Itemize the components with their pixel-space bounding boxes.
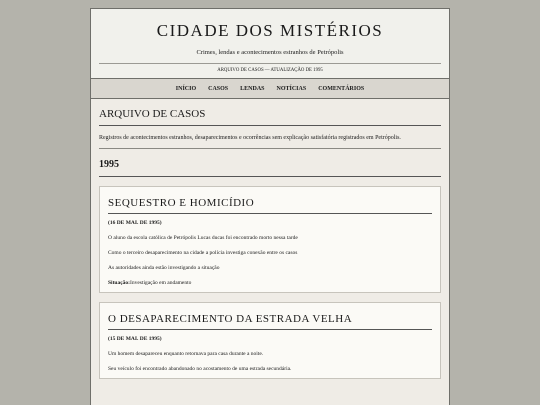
case-paragraph: As autoridades ainda estão investigando a situação	[108, 265, 220, 271]
nav-item-lendas[interactable]: LENDAS	[240, 85, 265, 92]
section-intro: Registros de acontecimentos estranhos, desaparecimentos e ocorrências sem explicação satisfatória registrados em Petrópolis.	[99, 135, 401, 141]
page-container	[90, 8, 450, 405]
year-divider	[99, 176, 441, 177]
case-card	[99, 186, 441, 293]
case-date: (15 DE MAI. DE 1995)	[108, 336, 162, 342]
nav-item-noticias[interactable]: NOTÍCIAS	[276, 85, 307, 92]
case-divider	[108, 213, 432, 214]
case-paragraph: Como o terceiro desaparecimento na cidade a polícia investiga conexão entre os casos	[108, 250, 298, 256]
case-status-value: Investigação em andamento	[130, 280, 192, 286]
case-title: SEQUESTRO E HOMICÍDIO	[108, 197, 255, 209]
intro-divider	[99, 148, 441, 149]
site-header	[91, 9, 449, 79]
nav-item-inicio[interactable]: INÍCIO	[175, 85, 197, 92]
case-paragraph: Seu veículo foi encontrado abandonado no acostamento de uma estrada secundária.	[108, 366, 292, 372]
main-nav	[91, 79, 449, 99]
main-content	[91, 108, 449, 379]
case-card	[99, 302, 441, 379]
archive-update-note: ARQUIVO DE CASOS — ATUALIZAÇÃO DE 1995	[217, 68, 323, 73]
year-heading: 1995	[99, 159, 119, 170]
case-status-label: Situação:	[108, 280, 130, 286]
case-status	[108, 280, 432, 286]
site-tagline: Crimes, lendas e acontecimentos estranhos de Petrópolis	[196, 49, 344, 56]
case-paragraph: Um homem desapareceu enquanto retornava para casa durante a noite.	[108, 351, 264, 357]
case-title: O DESAPARECIMENTO DA ESTRADA VELHA	[108, 313, 353, 325]
nav-item-casos[interactable]: CASOS	[208, 85, 229, 92]
section-divider	[99, 125, 441, 126]
section-title: ARQUIVO DE CASOS	[99, 108, 206, 120]
header-divider	[99, 63, 441, 64]
case-divider	[108, 329, 432, 330]
site-title: CIDADE DOS MISTÉRIOS	[156, 21, 384, 40]
nav-item-comentarios[interactable]: COMENTÁRIOS	[318, 85, 365, 92]
case-date: (16 DE MAI. DE 1995)	[108, 220, 162, 226]
case-paragraph: O aluno da escola católica de Petrópolis Lucas ducas foi encontrado morto nessa tarde	[108, 235, 298, 241]
